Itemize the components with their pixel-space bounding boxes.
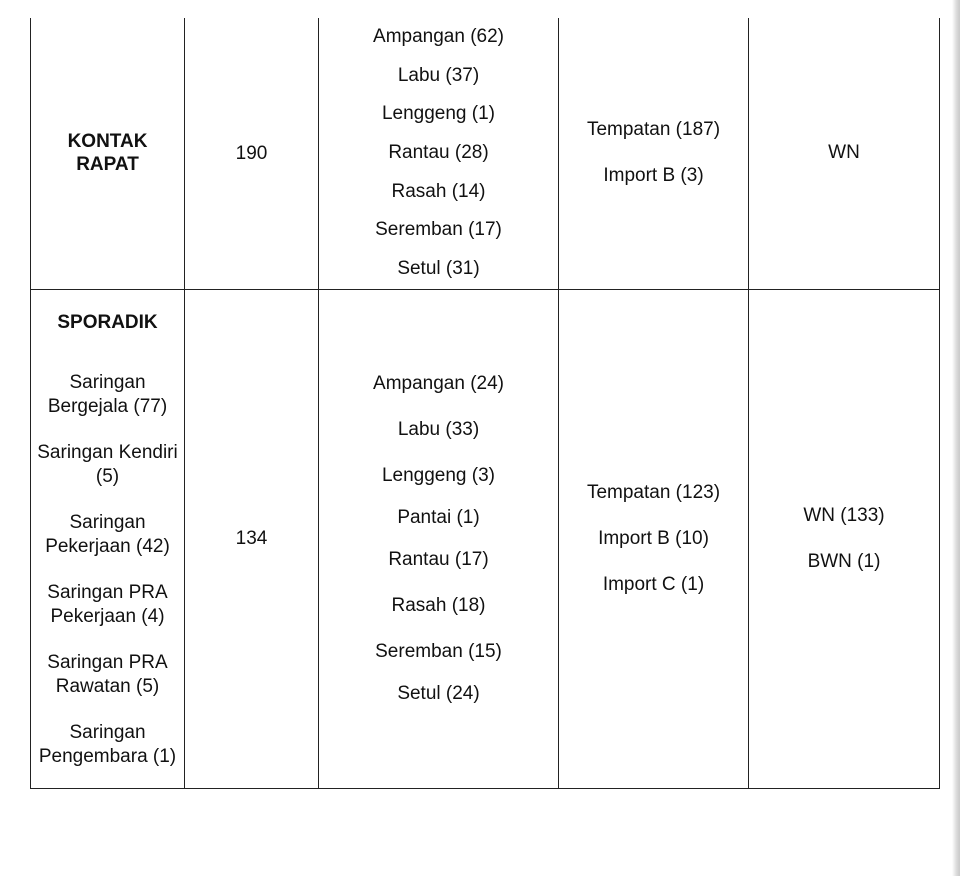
subcategory-item bbox=[31, 441, 184, 489]
locations-cell bbox=[319, 18, 559, 289]
location-item: Seremban (15) bbox=[375, 640, 502, 662]
subcategory-line: Pekerjaan (42) bbox=[45, 535, 170, 557]
category-label: SPORADIK bbox=[57, 311, 158, 333]
category-cell bbox=[31, 289, 185, 788]
nationality-list bbox=[749, 493, 939, 585]
subcategory-list bbox=[31, 371, 184, 769]
subcategory-line: Saringan Kendiri bbox=[37, 441, 178, 463]
subcategory-line: Saringan bbox=[69, 721, 146, 743]
location-item: Rasah (18) bbox=[391, 594, 486, 616]
subcategory-item bbox=[31, 371, 184, 419]
subcategory-item bbox=[31, 721, 184, 769]
category-line: KONTAK bbox=[67, 131, 148, 153]
page-edge-shadow bbox=[952, 0, 960, 876]
location-item: Setul (24) bbox=[397, 682, 480, 704]
subcategory-line: Saringan PRA bbox=[47, 651, 168, 673]
category-cell bbox=[31, 18, 185, 289]
sources-cell bbox=[559, 289, 749, 788]
nationality-item: WN bbox=[828, 142, 860, 164]
sources-cell bbox=[559, 18, 749, 289]
location-item: Pantai (1) bbox=[397, 506, 480, 528]
source-item: Import B (10) bbox=[598, 527, 709, 549]
nationality-cell bbox=[749, 289, 940, 788]
category-line: RAPAT bbox=[76, 154, 139, 176]
subcategory-line: Pengembara (1) bbox=[38, 745, 177, 767]
location-item: Rantau (28) bbox=[388, 141, 489, 163]
location-item: Seremban (17) bbox=[375, 219, 502, 241]
location-list bbox=[319, 363, 558, 715]
total-count: 190 bbox=[235, 142, 268, 164]
location-list bbox=[319, 18, 558, 288]
subcategory-line: Pekerjaan (4) bbox=[50, 605, 165, 627]
location-item: Ampangan (24) bbox=[373, 372, 504, 394]
subcategory-line: Saringan bbox=[69, 511, 146, 533]
nationality-list bbox=[749, 130, 939, 176]
total-count: 134 bbox=[235, 528, 268, 549]
source-item: Import B (3) bbox=[603, 165, 704, 187]
source-item: Tempatan (123) bbox=[586, 481, 721, 503]
total-cell bbox=[185, 18, 319, 289]
source-list bbox=[559, 470, 748, 608]
source-item: Tempatan (187) bbox=[586, 119, 721, 141]
subcategory-line: (5) bbox=[95, 465, 120, 487]
category-label bbox=[31, 130, 184, 176]
source-list bbox=[559, 107, 748, 199]
subcategory-line: Rawatan (5) bbox=[55, 675, 160, 697]
subcategory-item bbox=[31, 651, 184, 699]
location-item: Lenggeng (3) bbox=[381, 464, 496, 486]
table-row-sporadik bbox=[31, 289, 940, 788]
case-breakdown-table bbox=[30, 18, 940, 789]
location-item: Rantau (17) bbox=[388, 548, 489, 570]
subcategory-line: Bergejala (77) bbox=[47, 395, 168, 417]
source-item: Import C (1) bbox=[602, 573, 705, 595]
nationality-item: BWN (1) bbox=[807, 550, 881, 572]
location-item: Labu (37) bbox=[397, 64, 480, 86]
location-item: Setul (31) bbox=[397, 257, 480, 279]
total-cell bbox=[185, 289, 319, 788]
subcategory-line: Saringan bbox=[69, 371, 146, 393]
location-item: Rasah (14) bbox=[391, 180, 486, 202]
subcategory-item bbox=[31, 581, 184, 629]
nationality-item: WN (133) bbox=[803, 504, 885, 526]
locations-cell bbox=[319, 289, 559, 788]
location-item: Labu (33) bbox=[397, 418, 480, 440]
table-row-kontak-rapat bbox=[31, 18, 940, 289]
nationality-cell bbox=[749, 18, 940, 289]
location-item: Lenggeng (1) bbox=[381, 103, 496, 125]
location-item: Ampangan (62) bbox=[373, 26, 504, 48]
subcategory-item bbox=[31, 511, 184, 559]
subcategory-line: Saringan PRA bbox=[47, 581, 168, 603]
